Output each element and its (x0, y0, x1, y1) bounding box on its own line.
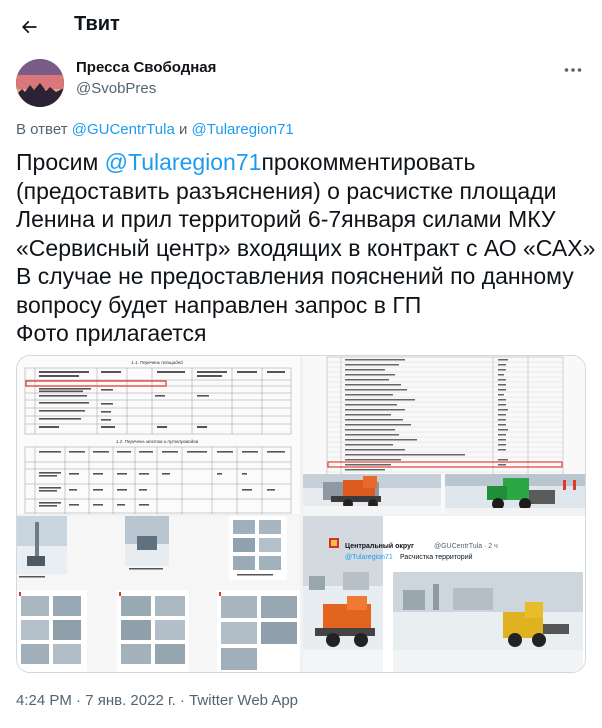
avatar[interactable] (16, 59, 64, 107)
photo-1-document[interactable] (17, 356, 300, 514)
tweet-line-5: В случае не предоставления пояснений по данному (16, 263, 574, 289)
author-handle[interactable]: @SvobPres (76, 80, 157, 97)
arrow-left-icon (19, 17, 39, 37)
tweet-line-7: Фото прилагается (16, 320, 207, 346)
tweet-timestamp[interactable]: 4:24 PM · 7 янв. 2022 г. · Twitter Web App (16, 692, 299, 709)
photo-4-embedded-tweet[interactable] (303, 516, 586, 673)
tweet-line-2: (предоставить разъяснения) о расчистке площади (16, 177, 557, 204)
tweet-line-1-start: Просим (16, 149, 105, 175)
embedded-mention: @Tularegion71 (345, 554, 393, 561)
embedded-author: Центральный округ (345, 543, 414, 550)
reply-mention-tularegion71[interactable]: @Tularegion71 (191, 121, 294, 138)
reply-context (16, 121, 294, 138)
more-options-button[interactable] (562, 62, 584, 78)
tweet-text (16, 148, 596, 348)
doc-title-1: 1.1. Перечень площадей (131, 360, 183, 365)
document-tables-image (17, 356, 300, 514)
tweet-line-3: Ленина и прил территорий 6-7января силами МКУ (16, 206, 556, 232)
tweet-line-1-end: прокомментировать (261, 149, 476, 175)
tweet-line-6: вопросу будет направлен запрос в ГП (16, 291, 422, 318)
more-icon (564, 67, 582, 73)
embedded-handle: @GUCentrTula · 2 ч (434, 543, 498, 550)
address-list-image (303, 356, 586, 514)
avatar-image (16, 59, 64, 107)
photo-collage-image (17, 516, 300, 673)
embedded-text: Расчистка территорий (400, 554, 473, 561)
photo-3-collage[interactable] (17, 516, 300, 673)
reply-prefix: В ответ (16, 121, 68, 138)
reply-joiner: и (178, 121, 188, 138)
author-name[interactable]: Пресса Свободная (76, 59, 217, 76)
embedded-tweet-image (303, 516, 586, 673)
back-button[interactable] (14, 12, 44, 42)
page-title: Твит (74, 13, 120, 35)
media-grid (16, 355, 586, 673)
reply-mention-gucentrtula[interactable]: @GUCentrTula (71, 121, 175, 138)
tweet-line-4: «Сервисный центр» входящих в контракт с АО «САХ» (16, 234, 596, 261)
doc-title-2: 1.2. Перечень мостов и путепроводов (115, 439, 199, 444)
top-bar (0, 0, 602, 53)
tweet-line-1 (16, 148, 588, 177)
tweet-mention-tularegion71[interactable]: @Tularegion71 (104, 149, 262, 175)
photo-2-list-and-plows[interactable] (303, 356, 586, 514)
